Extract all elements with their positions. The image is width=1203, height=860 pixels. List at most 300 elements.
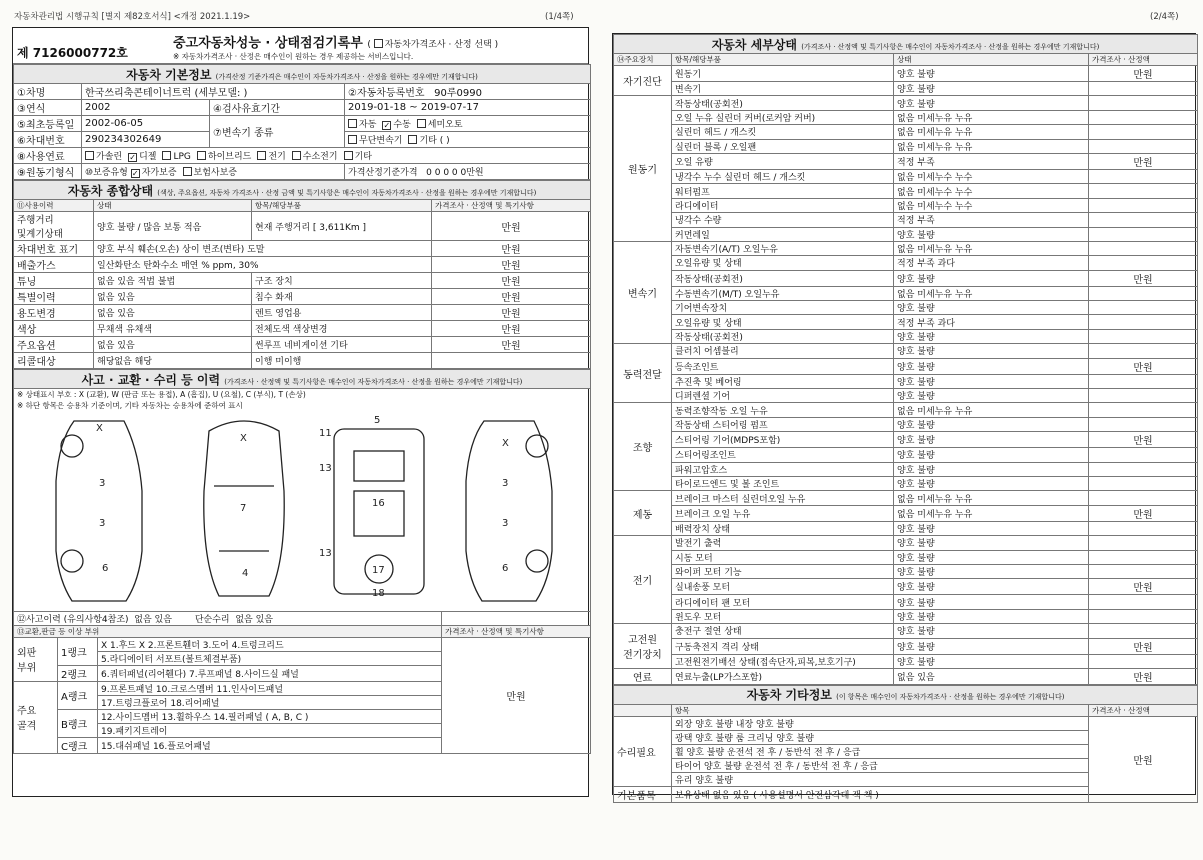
detail-status: 양호 불량 — [894, 432, 1089, 448]
detail-item: 스티어링조인트 — [672, 448, 894, 462]
svg-text:13: 13 — [319, 548, 332, 559]
detail-row — [614, 110, 1198, 124]
group-repair: 수리필요 — [614, 716, 672, 786]
detail-item: 작동상태(공회전) — [672, 96, 894, 110]
overall-row-label: 리콜대상 — [14, 353, 94, 369]
detail-status: 적정 부족 — [894, 213, 1089, 227]
detail-price: 만원 — [1089, 505, 1198, 521]
overall-col-2: 상태 — [94, 200, 252, 212]
detail-status: 양호 불량 — [894, 654, 1089, 668]
detail-item: 기어변속장치 — [672, 301, 894, 315]
svg-text:6: 6 — [502, 563, 509, 574]
detail-price: 만원 — [1089, 638, 1198, 654]
detail-status: 양호 불량 — [894, 66, 1089, 82]
base-price: 0 0 0 0 0만원 — [426, 168, 484, 178]
detail-row — [614, 609, 1198, 623]
detail-status: 적정 부족 과다 — [894, 315, 1089, 329]
svg-text:X: X — [240, 433, 247, 444]
svg-text:3: 3 — [502, 518, 509, 529]
detail-status: 양호 불량 — [894, 227, 1089, 241]
other-row: 광택 양호 불량 룸 크리닝 양호 불량 — [672, 730, 1089, 744]
detail-item: 등속조인트 — [672, 358, 894, 374]
detail-status: 없음 미세누유 누유 — [894, 125, 1089, 139]
detail-price: 만원 — [1089, 153, 1198, 169]
detail-status: 없음 미세누유 누유 — [894, 403, 1089, 417]
detail-item: 실내송풍 모터 — [672, 579, 894, 595]
detail-status: 없음 미세누수 누수 — [894, 169, 1089, 183]
detail-price — [1089, 315, 1198, 329]
svg-text:13: 13 — [319, 463, 332, 474]
overall-row-status: 양호 부식 훼손(오손) 상이 변조(변타) 도말 — [94, 241, 432, 257]
detail-status: 양호 불량 — [894, 595, 1089, 609]
basic-info-table: 자동차 기본정보 (가격산정 기준가격은 매수인이 자동차가격조사 · 산정을 원하는 경우에만 기재합니다) ①차명 한국쓰리축콘테이너트럭 (세부모델: ) ②자동차등록번호 90루0990 ③연식 2002 ④검사유효기간 2019-01-18 ~ 2019-07-17 ⑤최초등록일 2002-06-05 ⑦변속기 종류 자동 ✓ 수동 세미오토 ⑥차대번호 290234302649 무단변속기 기타 ( ) ⑧사용연료 가솔린 ✓ 디젤 LPG 하이브리드 전기 수소전기 기타 ⑨원동기형식 ⑩보증유형 ✓ 자가보증 보험사보증 가격산정기준가격 0 0 0 0 0만원 — [13, 64, 591, 180]
detail-status: 양호 불량 — [894, 462, 1089, 476]
overall-col-1: ⑪사용이력 — [14, 200, 94, 212]
detail-status: 양호 불량 — [894, 624, 1089, 638]
doc-title: 중고자동차성능 · 상태점검기록부 ( 자동차가격조사 · 산정 선택 ) — [173, 36, 499, 51]
rank-items: 19.패키지트레이 — [98, 723, 442, 737]
detail-item: 라디에이터 — [672, 198, 894, 212]
detail-item: 시동 모터 — [672, 550, 894, 564]
overall-row-status: 일산화탄소 탄화수소 매연 % ppm, 30% — [94, 257, 432, 273]
detail-row — [614, 624, 1198, 638]
overall-row-status: 없음 있음 — [94, 305, 252, 321]
other-col-price: 가격조사 · 산정액 — [1089, 704, 1198, 716]
overall-row-status: 무채색 유채색 — [94, 321, 252, 337]
detail-row — [614, 417, 1198, 431]
page-number-2: (2/4쪽) — [1150, 12, 1179, 22]
overall-row-price: 만원 — [432, 321, 591, 337]
detail-status: 없음 있음 — [894, 668, 1089, 684]
rank-2: 2랭크 — [58, 665, 98, 681]
doc-header — [13, 28, 588, 64]
rank-b: B랭크 — [58, 709, 98, 737]
svg-text:18: 18 — [372, 588, 385, 599]
rank-items: X 1.후드 X 2.프론트휀더 3.도어 4.트렁크리드 — [98, 637, 442, 651]
detail-item: 냉각수 수량 — [672, 213, 894, 227]
detail-row — [614, 668, 1198, 684]
overall-row-label: 색상 — [14, 321, 94, 337]
overall-row-status: 없음 있음 — [94, 337, 252, 353]
detail-price — [1089, 609, 1198, 623]
label-vin: ⑥차대번호 — [14, 132, 82, 148]
detail-item: 오일유량 및 상태 — [672, 256, 894, 270]
detail-row — [614, 448, 1198, 462]
detail-status: 없음 미세누유 누유 — [894, 505, 1089, 521]
detail-row — [614, 374, 1198, 388]
rank-1: 1랭크 — [58, 637, 98, 665]
label-accident-history: ⑫사고이력 (유의사항4참조) — [17, 614, 129, 625]
car-diagram — [14, 411, 591, 611]
overall-row-price: 만원 — [432, 273, 591, 289]
other-col-item: 항목 — [672, 704, 1089, 716]
label-trans: ⑦변속기 종류 — [210, 116, 345, 148]
label-swap: ⑬교환,판금 등 이상 부위 — [14, 625, 442, 637]
detail-status: 없음 미세누유 누유 — [894, 241, 1089, 255]
detail-row — [614, 536, 1198, 550]
symbol-legend: ※ 상태표시 부호 : X (교환), W (판금 또는 용접), A (흠집), U (요철), C (부식), T (손상) — [14, 389, 591, 401]
detail-item: 작동상태(공회전) — [672, 270, 894, 286]
svg-text:17: 17 — [372, 565, 385, 576]
detail-status: 적정 부족 과다 — [894, 256, 1089, 270]
detail-row — [614, 315, 1198, 329]
detail-price — [1089, 521, 1198, 535]
detail-status: 양호 불량 — [894, 638, 1089, 654]
wheel-icon — [61, 435, 83, 457]
detail-item: 와이퍼 모터 기능 — [672, 564, 894, 578]
detail-status: 양호 불량 — [894, 579, 1089, 595]
overall-row-price — [432, 353, 591, 369]
detail-price — [1089, 564, 1198, 578]
overall-row-status: 없음 있음 — [94, 289, 252, 305]
detail-price — [1089, 476, 1198, 490]
detail-price — [1089, 624, 1198, 638]
detail-row — [614, 256, 1198, 270]
detail-item: 배력장치 상태 — [672, 521, 894, 535]
detail-group: 전기 — [614, 536, 672, 624]
detail-price — [1089, 198, 1198, 212]
detail-status: 없음 미세누유 누유 — [894, 286, 1089, 300]
detail-row — [614, 139, 1198, 153]
detail-status: 양호 불량 — [894, 358, 1089, 374]
first-reg: 2002-06-05 — [82, 116, 210, 132]
detail-price — [1089, 462, 1198, 476]
detail-row — [614, 96, 1198, 110]
detail-item: 스티어링 기어(MDPS포함) — [672, 432, 894, 448]
overall-row-price: 만원 — [432, 305, 591, 321]
detail-item: 작동상태(공회전) — [672, 329, 894, 343]
detail-price — [1089, 139, 1198, 153]
overall-table — [13, 180, 591, 369]
valid-period: 2019-01-18 ~ 2019-07-17 — [345, 100, 591, 116]
svg-text:7: 7 — [240, 503, 247, 514]
detail-item: 실린더 블록 / 오일팬 — [672, 139, 894, 153]
svg-text:3: 3 — [502, 478, 509, 489]
detail-price — [1089, 110, 1198, 124]
detail-row — [614, 564, 1198, 578]
rank-items: 5.라디에이터 서포트(볼트체결부품) — [98, 651, 442, 665]
detail-item: 라디에이터 팬 모터 — [672, 595, 894, 609]
overall-row-label: 주행거리 및계기상태 — [14, 212, 94, 241]
detail-price: 만원 — [1089, 432, 1198, 448]
other-row: 유리 양호 불량 — [672, 772, 1089, 786]
svg-text:X: X — [96, 423, 103, 434]
detail-status: 없음 미세누유 누유 — [894, 110, 1089, 124]
symbol-note: ※ 하단 항목은 승용차 기준이며, 기타 자동차는 승용차에 준하여 표시 — [14, 400, 591, 411]
detail-item: 동력조향작동 오일 누유 — [672, 403, 894, 417]
svg-text:16: 16 — [372, 498, 385, 509]
detail-item: 오일 누유 실린더 커버(로커암 커버) — [672, 110, 894, 124]
overall-row-item: 전체도색 색상변경 — [252, 321, 432, 337]
detail-row — [614, 344, 1198, 358]
detail-row — [614, 579, 1198, 595]
detail-item: 타이로드엔드 및 볼 조인트 — [672, 476, 894, 490]
accident-title: 사고 · 교환 · 수리 등 이력 (가격조사 · 산정액 및 특기사항은 매수인이 자동차가격조사 · 산정을 원하는 경우에만 기재합니다) — [14, 370, 591, 389]
detail-status: 양호 불량 — [894, 521, 1089, 535]
detail-price — [1089, 286, 1198, 300]
detail-row — [614, 213, 1198, 227]
detail-price — [1089, 301, 1198, 315]
overall-row-item: 현재 주행거리 [ 3,611Km ] — [252, 212, 432, 241]
detail-row — [614, 389, 1198, 403]
detail-status: 양호 불량 — [894, 96, 1089, 110]
detail-group: 조향 — [614, 403, 672, 491]
car-left-side-icon — [56, 421, 142, 601]
label-valid: ④검사유효기간 — [210, 100, 345, 116]
other-row: 외장 양호 불량 내장 양호 불량 — [672, 716, 1089, 730]
car-name: 한국쓰리축콘테이너트럭 (세부모델: ) — [82, 84, 345, 100]
label-warranty: ⑩보증유형 — [85, 168, 128, 178]
group-outer: 외판 부위 — [14, 637, 58, 681]
other-row: 휠 양호 불량 운전석 전 후 / 동반석 전 후 / 응급 — [672, 744, 1089, 758]
svg-text:4: 4 — [242, 568, 249, 579]
overall-row-status: 양호 불량 / 많음 보통 적음 — [94, 212, 252, 241]
detail-item: 윈도우 모터 — [672, 609, 894, 623]
detail-col-4: 가격조사 · 산정액 — [1089, 54, 1198, 66]
detail-item: 클러치 어셈블리 — [672, 344, 894, 358]
detail-price — [1089, 491, 1198, 505]
simple-repair: 없음 있음 — [235, 614, 273, 625]
doc-number: 제 7126000772호 — [17, 46, 128, 60]
detail-row — [614, 403, 1198, 417]
detail-status: 없음 미세누유 누유 — [894, 491, 1089, 505]
detail-row — [614, 654, 1198, 668]
detail-row — [614, 638, 1198, 654]
detail-item: 고전원전기배선 상태(접속단자,피복,보호기구) — [672, 654, 894, 668]
overall-row-price: 만원 — [432, 289, 591, 305]
detail-price — [1089, 417, 1198, 431]
detail-col-1: ⑭주요장치 — [614, 54, 672, 66]
reg-number: 90루0990 — [434, 88, 482, 99]
group-frame: 주요 골격 — [14, 681, 58, 753]
detail-row — [614, 286, 1198, 300]
label-reg: ②자동차등록번호 — [348, 88, 425, 99]
overall-row-item: 침수 화재 — [252, 289, 432, 305]
detail-group: 고전원 전기장치 — [614, 624, 672, 669]
overall-row-label: 용도변경 — [14, 305, 94, 321]
detail-item: 커먼레일 — [672, 227, 894, 241]
detail-price — [1089, 403, 1198, 417]
overall-col-4: 가격조사 · 산정액 및 특기사항 — [432, 200, 591, 212]
detail-price — [1089, 654, 1198, 668]
detail-item: 브레이크 오일 누유 — [672, 505, 894, 521]
rank-items: 6.쿼터패널(리어휀다) 7.루프패널 8.사이드실 패널 — [98, 665, 442, 681]
other-info-table — [613, 685, 1198, 803]
label-car-name: ①차명 — [14, 84, 82, 100]
detail-row — [614, 462, 1198, 476]
detail-status: 없음 미세누유 누유 — [894, 139, 1089, 153]
svg-text:3: 3 — [99, 478, 106, 489]
detail-status: 양호 불량 — [894, 389, 1089, 403]
detail-row — [614, 184, 1198, 198]
overall-row-item: 썬루프 네비게이션 기타 — [252, 337, 432, 353]
detail-price: 만원 — [1089, 270, 1198, 286]
detail-col-3: 상태 — [894, 54, 1089, 66]
detail-price — [1089, 82, 1198, 96]
overall-col-3: 항목/해당부품 — [252, 200, 432, 212]
detail-price — [1089, 550, 1198, 564]
overall-row-label: 특별이력 — [14, 289, 94, 305]
detail-row — [614, 125, 1198, 139]
detail-row — [614, 476, 1198, 490]
detail-item: 자동변속기(A/T) 오일누유 — [672, 241, 894, 255]
detail-status: 양호 불량 — [894, 301, 1089, 315]
label-first-reg: ⑤최초등록일 — [14, 116, 82, 132]
detail-price — [1089, 213, 1198, 227]
detail-row — [614, 82, 1198, 96]
label-year: ③연식 — [14, 100, 82, 116]
detail-item: 충전구 절연 상태 — [672, 624, 894, 638]
detail-price — [1089, 241, 1198, 255]
page-1 — [12, 27, 589, 797]
rank-c: C랭크 — [58, 737, 98, 753]
detail-row — [614, 505, 1198, 521]
detail-row — [614, 66, 1198, 82]
detail-item: 발전기 출력 — [672, 536, 894, 550]
detail-price — [1089, 96, 1198, 110]
overall-row-price: 만원 — [432, 241, 591, 257]
trans-options-2: 무단변속기 기타 ( ) — [345, 132, 591, 148]
overall-row-price: 만원 — [432, 337, 591, 353]
detail-item: 브레이크 마스터 실린더오일 누유 — [672, 491, 894, 505]
detail-price — [1089, 374, 1198, 388]
wheel-icon — [526, 435, 548, 457]
detail-item: 파워고압호스 — [672, 462, 894, 476]
rank-items: 9.프론트패널 10.크로스멤버 11.인사이드패널 — [98, 681, 442, 695]
detail-price — [1089, 256, 1198, 270]
detail-price: 만원 — [1089, 66, 1198, 82]
detail-price: 만원 — [1089, 668, 1198, 684]
overall-row-status: 해당없음 해당 — [94, 353, 252, 369]
detail-item: 원동기 — [672, 66, 894, 82]
rank-items: 17.트렁크플로어 18.리어패널 — [98, 695, 442, 709]
page-2 — [612, 33, 1196, 802]
detail-price — [1089, 125, 1198, 139]
detail-status: 없음 미세누수 누수 — [894, 198, 1089, 212]
other-row: 타이어 양호 불량 운전석 전 후 / 동반석 전 후 / 응급 — [672, 758, 1089, 772]
detail-group: 동력전달 — [614, 344, 672, 403]
other-row: 보유상태 없음 있음 ( 사용설명서 안전삼각대 잭 책 ) — [672, 786, 1089, 802]
detail-group: 변속기 — [614, 241, 672, 343]
rank-a: A랭크 — [58, 681, 98, 709]
overall-row-item: 구조 장치 — [252, 273, 432, 289]
overall-row-price: 만원 — [432, 257, 591, 273]
detail-item: 추진축 및 베어링 — [672, 374, 894, 388]
svg-text:11: 11 — [319, 428, 332, 439]
label-base-price: 가격산정기준가격 — [348, 168, 418, 178]
svg-text:6: 6 — [102, 563, 109, 574]
detail-item: 실린더 헤드 / 개스킷 — [672, 125, 894, 139]
detail-row — [614, 198, 1198, 212]
overall-row-label: 튜닝 — [14, 273, 94, 289]
rank-items: 12.사이드멤버 13.휠하우스 14.필러패널 ( A, B, C ) — [98, 709, 442, 723]
detail-row — [614, 358, 1198, 374]
accident-history: 없음 있음 — [134, 614, 172, 625]
detail-status: 양호 불량 — [894, 82, 1089, 96]
wheel-icon — [61, 550, 83, 572]
overall-row-price: 만원 — [432, 212, 591, 241]
detail-row — [614, 153, 1198, 169]
detail-row — [614, 329, 1198, 343]
detail-status: 양호 불량 — [894, 564, 1089, 578]
detail-row — [614, 432, 1198, 448]
detail-status: 양호 불량 — [894, 344, 1089, 358]
detail-price — [1089, 448, 1198, 462]
fuel-options: 가솔린 ✓ 디젤 LPG 하이브리드 전기 수소전기 기타 — [82, 148, 591, 164]
detail-row — [614, 521, 1198, 535]
accident-price: 만원 — [442, 637, 591, 753]
overall-title: 자동차 종합상태 (색상, 주요옵션, 자동차 가격조사 · 산정 금액 및 특기사항은 매수인이 자동차가격조사 · 산정을 원하는 경우에만 기재합니다) — [14, 181, 591, 200]
detail-status: 양호 불량 — [894, 374, 1089, 388]
vin: 290234302649 — [82, 132, 210, 148]
detail-item: 연료누출(LP가스포함) — [672, 668, 894, 684]
detail-status: 양호 불량 — [894, 476, 1089, 490]
detail-status: 양호 불량 — [894, 417, 1089, 431]
detail-row — [614, 227, 1198, 241]
svg-text:3: 3 — [99, 518, 106, 529]
detail-status: 적정 부족 — [894, 153, 1089, 169]
detail-group: 자기진단 — [614, 66, 672, 96]
overall-row-item: 이행 미이행 — [252, 353, 432, 369]
page-number-1: (1/4쪽) — [545, 12, 574, 22]
svg-text:5: 5 — [374, 415, 381, 426]
overall-row-item: 렌트 영업용 — [252, 305, 432, 321]
detail-status: 없음 미세누수 누수 — [894, 184, 1089, 198]
detail-row — [614, 595, 1198, 609]
overall-row-status: 없음 있음 적법 불법 — [94, 273, 252, 289]
detail-row — [614, 241, 1198, 255]
trans-options: 자동 ✓ 수동 세미오토 — [345, 116, 591, 132]
car-year: 2002 — [82, 100, 210, 116]
label-motor: ⑨원동기형식 — [14, 164, 82, 180]
detail-item: 오일유량 및 상태 — [672, 315, 894, 329]
detail-group: 제동 — [614, 491, 672, 536]
detail-price — [1089, 595, 1198, 609]
detail-status: 양호 불량 — [894, 550, 1089, 564]
detail-item: 워터펌프 — [672, 184, 894, 198]
detail-item: 작동상태 스티어링 펌프 — [672, 417, 894, 431]
label-simple-repair: 단순수리 — [194, 614, 230, 625]
detail-item: 오일 유량 — [672, 153, 894, 169]
detail-price — [1089, 169, 1198, 183]
rank-items: 15.대쉬패널 16.플로어패널 — [98, 737, 442, 753]
detail-item: 냉각수 누수 실린더 헤드 / 개스킷 — [672, 169, 894, 183]
overall-row-label: 배출가스 — [14, 257, 94, 273]
detail-status: 양호 불량 — [894, 329, 1089, 343]
detail-row — [614, 169, 1198, 183]
detail-item: 구동축전지 격리 상태 — [672, 638, 894, 654]
overall-row-label: 주요옵션 — [14, 337, 94, 353]
detail-col-2: 항목/해당부품 — [672, 54, 894, 66]
detail-status: 양호 불량 — [894, 270, 1089, 286]
car-right-side-icon — [466, 421, 552, 601]
detail-row — [614, 491, 1198, 505]
detail-price: 만원 — [1089, 358, 1198, 374]
detail-price: 만원 — [1089, 579, 1198, 595]
detail-price — [1089, 329, 1198, 343]
detail-price — [1089, 536, 1198, 550]
form-reference: 자동차관리법 시행규칙 [별지 제82호서식] <개정 2021.1.19> — [14, 12, 251, 22]
detail-row — [614, 301, 1198, 315]
basic-info-title: 자동차 기본정보 (가격산정 기준가격은 매수인이 자동차가격조사 · 산정을 원하는 경우에만 기재합니다) — [14, 65, 591, 84]
detail-status: 양호 불량 — [894, 448, 1089, 462]
wheel-icon — [526, 550, 548, 572]
group-basic-items: 기본품목 — [614, 786, 672, 802]
detail-status: 양호 불량 — [894, 536, 1089, 550]
overall-row-label: 차대번호 표기 — [14, 241, 94, 257]
detail-title: 자동차 세부상태 (가격조사 · 산정액 및 특기사항은 매수인이 자동차가격조사 · 산정을 원하는 경우에만 기재합니다) — [614, 35, 1198, 54]
detail-price — [1089, 389, 1198, 403]
